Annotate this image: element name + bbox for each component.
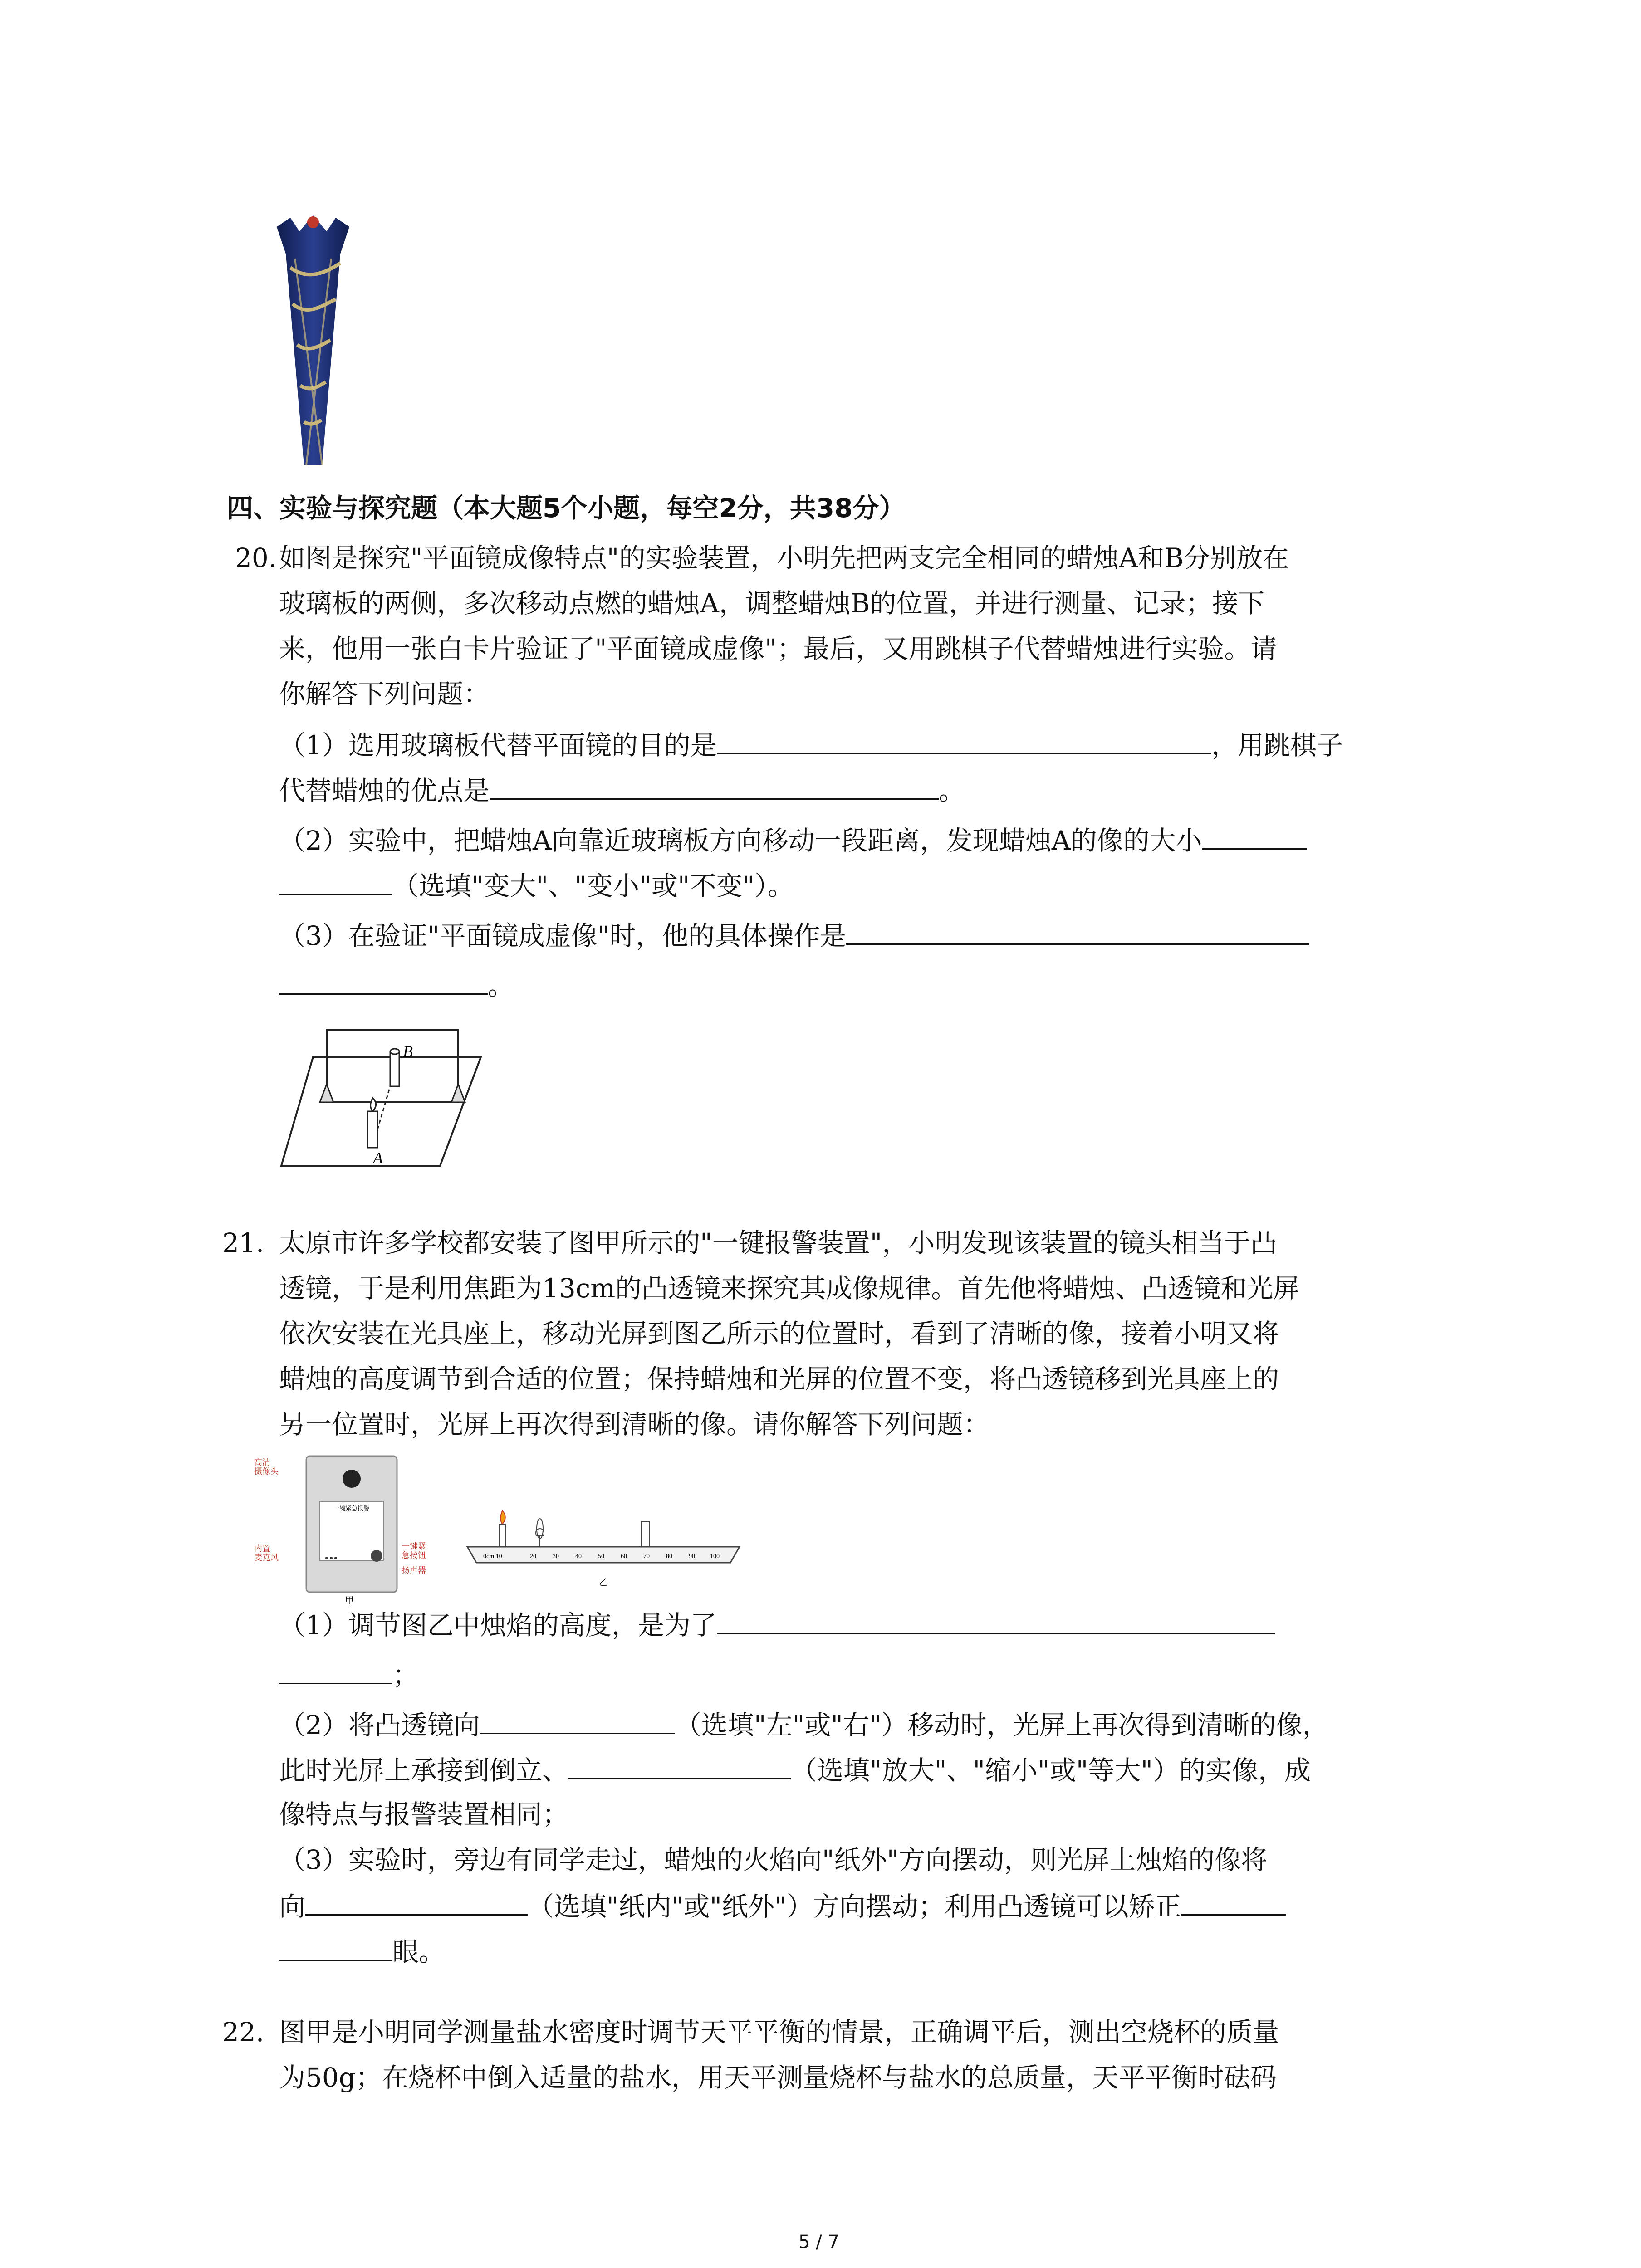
tick-50: 50 <box>598 1553 604 1560</box>
q20-part3-row1 <box>279 916 1309 954</box>
q21-answer-blank-1a[interactable] <box>717 1606 1275 1634</box>
q20-number: 20. <box>235 543 277 573</box>
q21-answer-blank-3[interactable] <box>568 1751 791 1779</box>
q20-answer-blank-4a[interactable] <box>846 916 1309 945</box>
candle-b-label: B <box>403 1042 413 1061</box>
q20-part1-tail: ，用跳棋子 <box>1211 730 1343 761</box>
tick-20: 20 <box>530 1553 536 1560</box>
q20-part3-end: 。 <box>488 970 514 1001</box>
q22-line-2: 为50g；在烧杯中倒入适量的盐水，用天平测量烧杯与盐水的总质量，天平平衡时砝码 <box>279 2062 1277 2093</box>
mirror-experiment-figure <box>277 1016 490 1175</box>
section-heading: 四、实验与探究题（本大题5个小题，每空2分，共38分） <box>227 493 906 523</box>
q21-answer-blank-1b[interactable] <box>279 1656 392 1684</box>
q20-part1-text: （1）选用玻璃板代替平面镜的目的是 <box>279 730 717 761</box>
tick-40: 40 <box>575 1553 582 1560</box>
q21-answer-blank-4[interactable] <box>305 1887 528 1916</box>
q21-answer-blank-5a[interactable] <box>1181 1887 1286 1916</box>
q21-answer-blank-5b[interactable] <box>279 1932 392 1961</box>
device-screen-label: 一键紧急报警 <box>333 1505 370 1512</box>
tick-30: 30 <box>553 1553 559 1560</box>
q21-part2-row1 <box>279 1706 1329 1743</box>
optical-bench-figure <box>458 1492 749 1597</box>
q21-part2-text: （2）将凸透镜向 <box>279 1710 480 1740</box>
q20-answer-blank-1[interactable] <box>717 726 1211 754</box>
q21-part1-end: ； <box>392 1660 419 1691</box>
q20-line-2: 玻璃板的两侧，多次移动点燃的蜡烛A，调整蜡烛B的位置，并进行测量、记录；接下 <box>279 588 1265 619</box>
q20-part1-row1 <box>279 726 1343 763</box>
q20-part3-row2 <box>279 966 514 1004</box>
bench-caption: 乙 <box>599 1578 608 1588</box>
q20-line-1: 如图是探究"平面镜成像特点"的实验装置，小明先把两支完全相同的蜡烛A和B分别放在 <box>279 543 1289 573</box>
tick-60: 60 <box>621 1553 627 1560</box>
q21-part3-row2 <box>279 1887 1286 1925</box>
q20-answer-blank-4b[interactable] <box>279 966 488 995</box>
q20-line-4: 你解答下列问题： <box>279 679 490 709</box>
camera-label: 高清摄像头 <box>254 1458 279 1476</box>
tick-100: 100 <box>710 1553 720 1560</box>
q20-part1-text2: 代替蜡烛的优点是 <box>279 775 490 806</box>
q20-part3-text: （3）在验证"平面镜成虚像"时，他的具体操作是 <box>279 920 847 951</box>
page-number: 5 / 7 <box>798 2232 839 2253</box>
q21-part1-row2 <box>279 1656 419 1693</box>
candle-a-label: A <box>373 1149 383 1167</box>
q21-part1-text: （1）调节图乙中烛焰的高度，是为了 <box>279 1610 717 1641</box>
tick-80: 80 <box>666 1553 672 1560</box>
q21-number: 21. <box>222 1227 265 1258</box>
tick-70: 70 <box>643 1553 650 1560</box>
q20-part1-end: 。 <box>939 775 965 806</box>
button-label: 一键紧急按钮 <box>402 1542 426 1560</box>
q21-line-1: 太原市许多学校都安装了图甲所示的"一键报警装置"，小明发现该装置的镜头相当于凸 <box>279 1227 1277 1258</box>
q21-line-4: 蜡烛的高度调节到合适的位置；保持蜡烛和光屏的位置不变，将凸透镜移到光具座上的 <box>279 1364 1279 1394</box>
q20-answer-blank-3a[interactable] <box>1202 821 1307 850</box>
cup-figure <box>272 213 354 467</box>
q21-part3-text: 向 <box>279 1891 306 1922</box>
q20-line-3: 来，他用一张白卡片验证了"平面镜成虚像"；最后，又用跳棋子代替蜡烛进行实验。请 <box>279 633 1277 664</box>
q20-part2-row1 <box>279 821 1307 859</box>
q21-part2-tail2: （选填"放大"、"缩小"或"等大"）的实像，成 <box>791 1755 1311 1786</box>
q21-part3-end: 眼。 <box>392 1936 446 1967</box>
q20-part2-row2 <box>279 866 794 904</box>
q21-part3-row3 <box>279 1932 445 1970</box>
q21-answer-blank-2[interactable] <box>480 1706 675 1734</box>
q20-part1-row2 <box>279 771 965 809</box>
q21-line-3: 依次安装在光具座上，移动光屏到图乙所示的位置时，看到了清晰的像，接着小明又将 <box>279 1318 1279 1349</box>
alarm-device-figure <box>254 1452 445 1606</box>
speaker-label: 扬声器 <box>402 1566 426 1575</box>
tick-0: 0cm 10 <box>483 1553 502 1560</box>
tick-90: 90 <box>689 1553 695 1560</box>
q21-part2-tail: （选填"左"或"右"）移动时，光屏上再次得到清晰的像， <box>675 1710 1329 1740</box>
mic-label: 内置麦克风 <box>254 1544 279 1562</box>
q21-part1-row1 <box>279 1606 1275 1643</box>
q20-answer-blank-2[interactable] <box>490 771 939 800</box>
q20-part2-tail: （选填"变大"、"变小"或"不变"）。 <box>392 870 794 901</box>
device-caption: 甲 <box>345 1596 354 1606</box>
q20-part2-text: （2）实验中，把蜡烛A向靠近玻璃板方向移动一段距离，发现蜡烛A的像的大小 <box>279 825 1202 856</box>
q21-part2-row3: 像特点与报警装置相同； <box>279 1799 569 1830</box>
q22-line-1: 图甲是小明同学测量盐水密度时调节天平平衡的情景，正确调平后，测出空烧杯的质量 <box>279 2017 1279 2048</box>
q22-number: 22. <box>222 2017 265 2048</box>
q21-line-2: 透镜，于是利用焦距为13cm的凸透镜来探究其成像规律。首先他将蜡烛、凸透镜和光屏 <box>279 1273 1300 1304</box>
q20-answer-blank-3b[interactable] <box>279 866 392 895</box>
q21-part3-tail: （选填"纸内"或"纸外"）方向摆动；利用凸透镜可以矫正 <box>528 1891 1181 1922</box>
q21-line-5: 另一位置时，光屏上再次得到清晰的像。请你解答下列问题： <box>279 1409 990 1440</box>
q21-part2-text2: 此时光屏上承接到倒立、 <box>279 1755 569 1786</box>
q21-part3-row1: （3）实验时，旁边有同学走过，蜡烛的火焰向"纸外"方向摆动，则光屏上烛焰的像将 <box>279 1844 1268 1875</box>
q21-part2-row2 <box>279 1751 1311 1789</box>
